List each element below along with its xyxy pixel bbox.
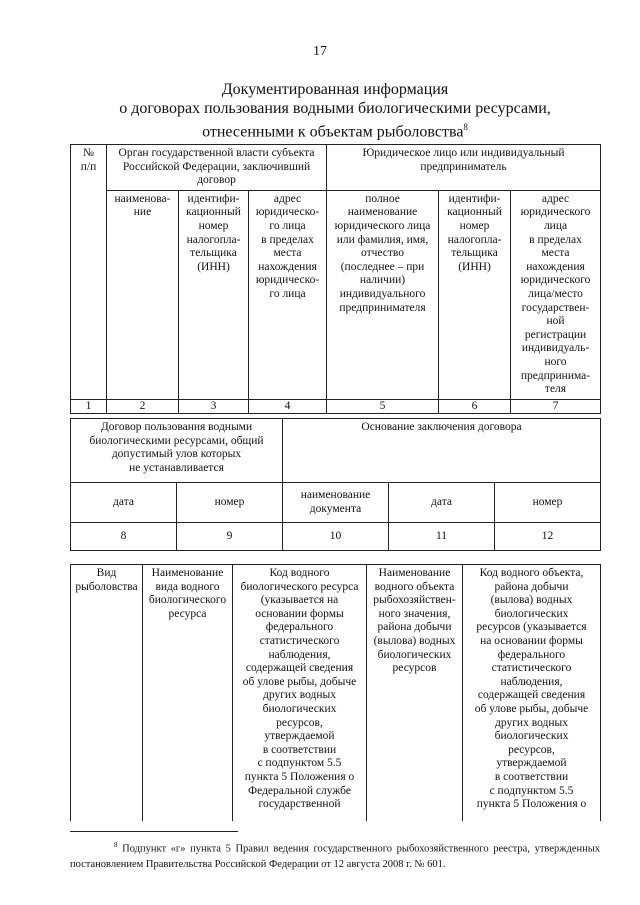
footnote-reference: 8 bbox=[463, 122, 468, 132]
header-authority-name: наименова- ние bbox=[107, 190, 179, 399]
column-number: 2 bbox=[107, 399, 179, 414]
header-entity-name: полное наименование юридического лица или фамилия, имя, отчество (последнее – при наличии) индивидуального предпринимателя bbox=[327, 190, 439, 399]
column-number: 11 bbox=[389, 523, 495, 551]
header-authority-address: адрес юридическо- го лица в пределах места нахождения юридическо- го лица bbox=[249, 190, 327, 399]
header-entity-inn: идентифи- кационный номер налогопла- тельщика (ИНН) bbox=[439, 190, 511, 399]
column-number: 7 bbox=[511, 399, 601, 414]
column-number: 12 bbox=[495, 523, 601, 551]
header-entity-group: Юридическое лицо или индивидуальный предприниматель bbox=[327, 145, 601, 191]
footnote bbox=[70, 838, 600, 872]
header-entity-address: адрес юридического лица в пределах места нахождения юридического лица/место государствен- ной регистрации индивидуаль- ного предпринима- теля bbox=[511, 190, 601, 399]
column-number: 10 bbox=[283, 523, 389, 551]
header-water-resource-code: Код водного биологического ресурса (указывается на основании формы федерального статистического наблюдения, содержащей сведения об улове рыбы, добыче других водных биологических ресурсов, утверждаемой в соответствии с подпунктом 5.5 пункта 5 Положения о Федеральной службе государственной bbox=[233, 565, 367, 821]
table-contract-basis bbox=[70, 418, 601, 551]
header-authority-group: Орган государственной власти субъекта Российской Федерации, заключивший договор bbox=[107, 145, 327, 191]
header-basis-date: дата bbox=[389, 483, 495, 523]
header-basis: Основание заключения договора bbox=[283, 419, 601, 483]
header-contract-date: дата bbox=[71, 483, 177, 523]
column-number: 6 bbox=[439, 399, 511, 414]
document-title bbox=[70, 80, 600, 141]
title-line-3-text: отнесенными к объектам рыболовства bbox=[202, 123, 464, 141]
footnote-text: Подпункт «г» пункта 5 Правил ведения государственного рыбохозяйственного реестра, утвержденных постановлением Правительства Российской Федерации от 12 августа 2008 г. № 601. bbox=[70, 843, 601, 870]
header-authority-inn: идентифи- кационный номер налогопла- тельщика (ИНН) bbox=[179, 190, 249, 399]
header-fishing-type: Вид рыболовства bbox=[71, 565, 143, 821]
column-number: 8 bbox=[71, 523, 177, 551]
column-number: 9 bbox=[177, 523, 283, 551]
header-row-number: № п/п bbox=[71, 145, 107, 400]
footnote-marker: 8 bbox=[114, 841, 118, 849]
title-line-2: о договорах пользования водными биологическими ресурсами, bbox=[119, 100, 551, 117]
footnote-divider bbox=[70, 831, 238, 832]
header-contract-number: номер bbox=[177, 483, 283, 523]
column-number: 3 bbox=[179, 399, 249, 414]
header-species-name: Наименование вида водного биологического ресурса bbox=[143, 565, 233, 821]
title-line-1: Документированная информация bbox=[221, 81, 449, 98]
title-line-3 bbox=[70, 118, 600, 141]
table-fishing bbox=[70, 564, 601, 821]
header-basis-number: номер bbox=[495, 483, 601, 523]
table-parties bbox=[70, 144, 601, 414]
column-number: 5 bbox=[327, 399, 439, 414]
header-water-object-code: Код водного объекта, района добычи (вылова) водных биологических ресурсов (указывается на основании формы федерального статистического наблюдения, содержащей сведения об улове рыбы, добыче других водных биологических ресурсов, утверждаемой в соответствии с подпунктом 5.5 пункта 5 Положения о bbox=[463, 565, 601, 821]
column-number: 4 bbox=[249, 399, 327, 414]
page-number: 17 bbox=[313, 44, 327, 59]
column-number: 1 bbox=[71, 399, 107, 414]
header-contract: Договор пользования водными биологическими ресурсами, общий допустимый улов которых не устанавливается bbox=[71, 419, 283, 483]
header-document-name: наименование документа bbox=[283, 483, 389, 523]
header-water-object-name: Наименование водного объекта рыбохозяйствен- ного значения, района добычи (вылова) водных биологических ресурсов bbox=[367, 565, 463, 821]
